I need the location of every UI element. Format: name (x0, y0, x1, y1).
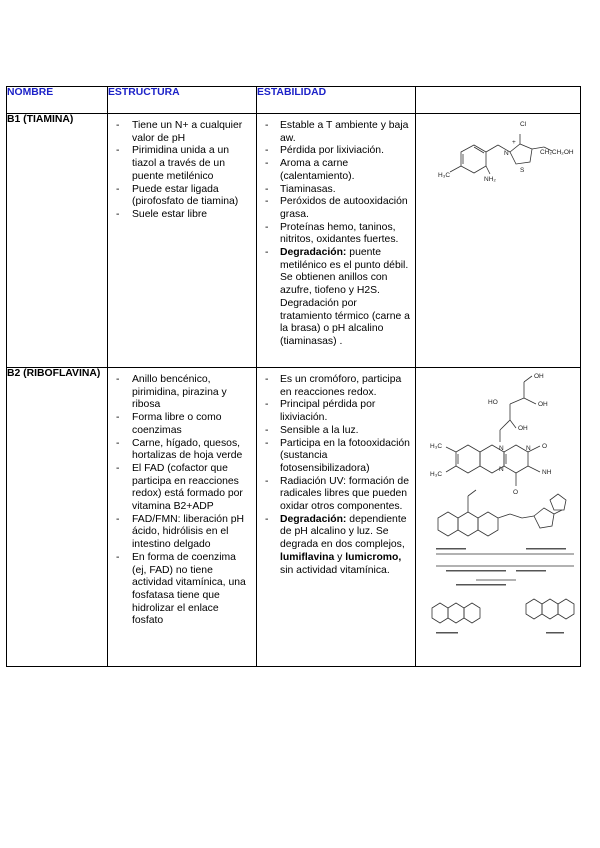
estabilidad-cell (257, 368, 416, 667)
lumiflavina-term: lumiflavina (280, 551, 335, 563)
list-item: - Radiación UV: formación de radicales libres que pueden oxidar otros componentes. (259, 476, 411, 514)
degradacion-label: Degradación: (280, 247, 347, 259)
sulfur-label: S (520, 167, 525, 174)
methyl-label: H₃C (430, 471, 443, 478)
list-item: - Sensible a la luz. (259, 425, 411, 438)
table-row (7, 368, 581, 667)
list-item: - FAD/FMN: liberación pH ácido, hidrólisis en el intestino delgado (110, 514, 252, 552)
list-item: - Estable a T ambiente y baja aw. (259, 120, 411, 145)
estabilidad-list (257, 368, 415, 577)
chlorine-label: Cl (520, 121, 527, 128)
hydroxyl-label: OH (534, 373, 544, 380)
degradacion-label: Degradación: (280, 513, 347, 525)
imine-label: NH (542, 469, 552, 476)
list-item: - Anillo bencénico, pirimidina, pirazina y ribosa (110, 374, 252, 412)
list-item: - Principal pérdida por lixiviación. (259, 399, 411, 424)
list-item: - El FAD (cofactor que participa en reacciones redox) está formado por vitamina B2+ADP (110, 463, 252, 514)
vitamin-table (6, 86, 581, 667)
header-row (7, 87, 581, 114)
riboflavin-structure-image (416, 368, 580, 666)
hydroxyl-label: HO (488, 399, 498, 406)
hydroxyethyl-label: CH₂CH₂OH (540, 149, 574, 156)
list-item: - Es un cromóforo, participa en reacciones redox. (259, 374, 411, 399)
thiamine-structure-cell (416, 114, 581, 368)
header-imagen (416, 87, 581, 114)
list-item: - Puede estar ligada (pirofosfato de tiamina) (110, 184, 252, 209)
riboflavin-structure-cell (416, 368, 581, 667)
estructura-list (108, 114, 256, 222)
header-nombre: NOMBRE (7, 87, 108, 114)
nitrogen-label: N (504, 150, 509, 157)
list-item: - Suele estar libre (110, 209, 252, 222)
list-item: - Carne, hígado, quesos, hortalizas de hoja verde (110, 438, 252, 463)
list-item: - Pirimidina unida a un tiazol a través de un puente metilénico (110, 145, 252, 183)
nitrogen-label: N (499, 466, 504, 473)
hydroxyl-label: OH (538, 401, 548, 408)
estructura-list (108, 368, 256, 628)
charge-label: + (512, 139, 516, 146)
vitamin-name: B1 (TIAMINA) (7, 114, 108, 368)
nitrogen-label: N (526, 445, 531, 452)
list-item: - Degradación: dependiente de pH alcalino y luz. Se degrada en dos complejos, lumiflavina y lumicromo, sin actividad vitamínica. (259, 514, 411, 578)
oxygen-label: O (542, 443, 548, 450)
amine-label: NH₂ (484, 176, 496, 183)
lumicromo-term: lumicromo, (345, 551, 402, 563)
estructura-cell (108, 114, 257, 368)
list-item: - Proteínas hemo, taninos, nitritos, oxidantes fuertes. (259, 222, 411, 247)
estabilidad-list (257, 114, 415, 349)
vitamin-name: B2 (RIBOFLAVINA) (7, 368, 108, 667)
methyl-label: H₃C (438, 172, 451, 179)
thiamine-structure-image (416, 114, 580, 367)
table-row (7, 114, 581, 368)
nitrogen-label: N (499, 445, 504, 452)
list-item: - Tiene un N+ a cualquier valor de pH (110, 120, 252, 145)
estabilidad-cell (257, 114, 416, 368)
list-item: - Peróxidos de autooxidación grasa. (259, 196, 411, 221)
methyl-label: H₃C (430, 443, 443, 450)
list-item: - Aroma a carne (calentamiento). (259, 158, 411, 183)
oxygen-label: O (513, 489, 519, 496)
estructura-cell (108, 368, 257, 667)
list-item: - Forma libre o como coenzimas (110, 412, 252, 437)
hydroxyl-label: OH (518, 425, 528, 432)
list-item: - Participa en la fotooxidación (sustancia fotosensibilizadora) (259, 438, 411, 476)
header-estabilidad: ESTABILIDAD (257, 87, 416, 114)
list-item: - Pérdida por lixiviación. (259, 145, 411, 158)
list-item: - En forma de coenzima (ej, FAD) no tiene actividad vitamínica, una fosfatasa tiene que hidrolizar el enlace fosfato (110, 552, 252, 628)
header-estructura: ESTRUCTURA (108, 87, 257, 114)
list-item: - Tiaminasas. (259, 184, 411, 197)
list-item: - Degradación: puente metilénico es el punto débil. Se obtienen anillos con azufre, tiofeno y H2S. Degradación por tratamiento térmico (carne a la brasa) o pH alcalino (tiaminasas) . (259, 247, 411, 349)
